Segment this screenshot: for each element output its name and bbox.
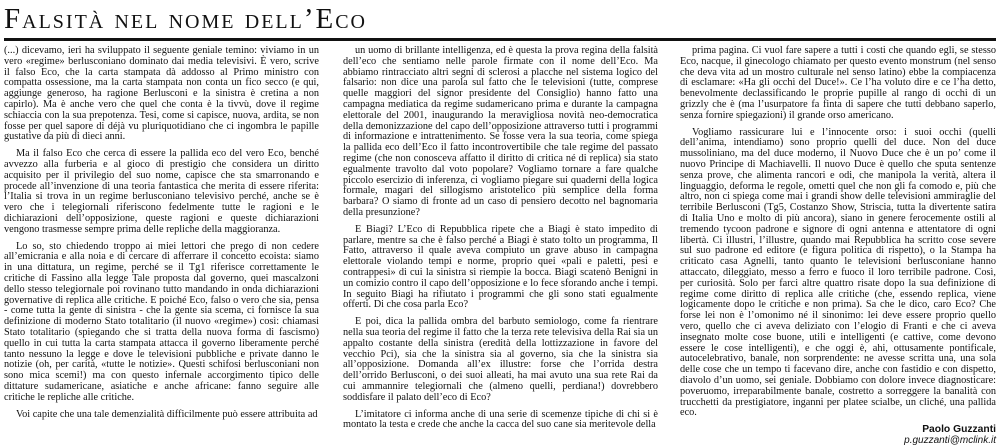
headline: Falsità nel nome dell’Eco	[4, 3, 367, 35]
paragraph: Lo so, sto chiedendo troppo ai miei lettori che prego di non cedere all’emicrania e alla noia e di cercare di afferrare il concetto ecoista: siamo in una dittatura, un regime, perché se il Tg1 riferisce correttamente le critiche di Fassino alla legge Tale proposta dal governo, quei mascalzoni dello stesso telegiornale poi rovinano tutto mandando in onda dichiarazioni governative di replica alle critiche. E poiché Eco, falso o vero che sia, pensa - come tutta la gente di sinistra - che la gente sia scema, ci fornisce la sua definizione di moderno Stato totalitario (il nuovo «regime») così: chiamasi Stato totalitario (spiegando che si tratta della nuova forma di fascismo) quello in cui tutta la carta stampata attacca il governo liberamente perché tanto nessuno la legge e dove le televisioni pubbliche e private danno le notizie (oh, per carità, «tutte le notizie». Questi schifosi berlusconiani non sono mica scemi!) ma con questo infernale accorgimento tipico delle dittature sudamericane, asiatiche e anche africane: fanno seguire alle critiche le repliche alle critiche.	[4, 240, 319, 403]
paragraph: un uomo di brillante intelligenza, ed è questa la prova regina della falsità dell’eco che sentiamo nelle parole firmate con il nome dell’Eco. Ma abbiamo rintracciato altri segni di sclerosi a placche nel sistema logico del falsario: non dice una parola sul fatto che le televisioni (tutte, comprese quelle maggiori del signor presidente del Consiglio) hanno fatto una campagna mediatica da regime sudamericano prima e durante la campagna elettorale del 2001, inaugurando la meravigliosa novità neo-democratica della demonizzazione del capo dell’opposizione attraverso tutti i programmi di informazione e intrattenimento. Se fosse vera la sua teoria, come spiega la pallida eco dell’Eco il fatto incontrovertibile che tale regime del passato regime (che non conosceva affatto il diritto di critica né di replica) sia stato egualmente travolto dal voto popolare? Vogliamo tornare a fare qualche piccolo esercizio di inferenza, ci vogliamo piegare sui quaderni della logica formale, magari del sillogismo aristotelico più semplice della forma barbara? O siamo di fronte ad un caso di pensiero decotto nel bagnomaria della presunzione?	[343, 45, 658, 218]
byline	[680, 425, 996, 447]
article-column-1	[4, 46, 319, 436]
paragraph: prima pagina. Ci vuol fare sapere a tutti i costi che quando egli, se stesso Eco, nacque, il ginecologo chiamato per questo evento monstrum (nel senso che deva vita ad un mostro culturale nel senso latino) ebbe la compiacenza di esclamare: «Ha gli occhi del Duce!». Ce l’ha voluto dire e ce l’ha detto, benevolmente declassificando le proprie pupille al rango di occhi di un grizzly che è (ma l’usurpatore fa finta di sapere che tutti debbano saperlo, senza fornire spiegazioni) il grande orso americano.	[680, 45, 996, 121]
paragraph: E Biagi? L’Eco di Repubblica ripete che a Biagi è stato impedito di parlare, mentre sa che è falso perché a Biagi è stato tolto un programma, Il Fatto, attraverso il quale aveva compiuto un grave abuso in campagna elettorale violando tempi e norme, proprio quei «pali e paletti, pesi e contrappesi» di cui la sinistra si riempie la bocca. Biagi scatenò Benigni in un comizio contro il capo dell’opposizione e lo fece sforando anche i tempi. In seguito Biagi ha rifiutato i programmi che gli sono stati egualmente offerti. Di che cosa parla Eco?	[343, 223, 658, 311]
paragraph: E poi, dica la pallida ombra del barbuto semiologo, come fa rientrare nella sua teoria del regime il fatto che la terza rete televisiva della Rai sia un appalto costante della sinistra (eredità della lottizzazione in favore del vecchio Pci), sia che la sinistra sia al governo, sia che la sinistra sia all’opposizione. Domanda all’ex illustre: forse che l’orrida destra dell’orrido Berlusconi, o dei suoi alleati, ha mai avuto una sua rete Rai da cui ammannire telegiornali che (almeno quelli, perdiana!) dovrebbero soddisfare il palato dell’eco di Eco?	[343, 316, 658, 403]
paragraph: Vogliamo rassicurare lui e l’innocente orso: i suoi occhi (quelli dell’anima, intendiamo) sono proprio quelli del duce. Non del duce mussoliniano, ma del duce moderno, il Nuovo Duce che è un po’ come il nuovo Principe di Machiavelli. Il nuovo Duce è quello che sputa sentenze senza prove, che alimenta rancori e odi, che manipola la verità, altera il linguaggio, deforma le regole, ometti quel che non gli fa comodo e, più che altro, non ci spiega come mai i grandi show delle televisioni ammiraglie del terribile Berlusconi (Tg5, Costanzo Show, Striscia, tutta la divertente satira di Italia Uno e molto di più ancora), siano in genere ferocemente ostili al tremendo tycoon padrone e signore di ogni antenna e attentatore di ogni libertà. Ci illustri, l’illustre, quando mai Repubblica ha scritto cose severe sul suo padrone ed editore (e figura politica di rispetto), o la Stampa ha criticato casa Agnelli, tanto quanto le televisioni berlusconiane hanno attaccato, dileggiato, messo a ferro e fuoco il loro terribile padrone. Così, per curiosità. Solo per farci altre quattro risate dopo la sua definizione di regime come diritto di replica alle critiche (che, essendo replica, viene logicamente dopo le critiche e non prima). Sa che le dico, caro Eco? Che forse lei non è l’omonimo né il sinonimo: lei deve essere proprio quello vero, quello che ci aveva deliziato con l’elogio di Franti e che ci aveva insegnato molte cose buone, utili e intelligenti (e cattive, come devono essere le cose intelligenti), e che oggi è, ahi, ottusamente pontificale, autocelebrativo, banale, non sorprendente: ne avesse scritta una, una sola delle cose che un tempo ti facevano dire, anche con fastidio e con dispetto, diavolo d’un uomo, sei geniale. Dobbiamo con dolore invece diagnosticare: poveruomo, irreparabilmente banale, costretto a sorreggere la banalità con trucchetti da prestigiatore, inganni per platee scialbe, un cliché, una pallida eco.	[680, 126, 996, 419]
author-name: Paolo Guzzanti	[922, 424, 996, 436]
article-column-3	[680, 45, 996, 446]
paragraph: Ma il falso Eco che cerca di essere la pallida eco del vero Eco, benché avvezzo alla furberia e al gioco di prestigio che considera un diritto acquisito per il privilegio del suo nome, capisce che sta smarronando e procede all’invenzione di una teoria fantastica che merita di essere riferita: l’Italia si trova in un regime berlusconiano televisivo perché, anche se è vero che i telegiornali riferiscono fedelmente tutte le ragioni e le dichiarazioni dell’opposizione, queste ragioni e queste dichiarazioni vengono trasmesse sempre prima delle repliche della maggioranza.	[4, 148, 319, 235]
paragraph: Voi capite che una tale demenzialità difficilmente può essere attribuita ad	[16, 408, 318, 420]
paragraph: L’imitatore ci informa anche di una serie di scemenze tipiche di chi si è montato la testa e crede che anche la cacca del suo cane sia meritevole della	[343, 408, 658, 431]
author-email[interactable]: p.guzzanti@mclink.it	[904, 434, 996, 446]
headline-rule	[4, 38, 996, 41]
article-column-2	[343, 46, 658, 436]
paragraph: (...) dicevamo, ieri ha sviluppato il seguente geniale temino: viviamo in un vero «regime» berlusconiano dominato dai media televisivi. È vero, scrive il falso Eco, che la carta stampata dà addosso al Primo ministro con compatta ossessione, ma la carta stampata non conta un fico secco (e qui, aggiunge generoso, ha ragione Berlusconi e la sinistra è cretina a non capirlo). Ma è anche vero che quel che conta è la tivvù, dove il regime schiaccia con la sua prepotenza. Tesi, come si capisce, nuova, ardita, se non fosse per quel sapore di déjà vu pluriquotidiano che ci ingombra le papille gustative da più di dieci anni.	[4, 45, 319, 143]
